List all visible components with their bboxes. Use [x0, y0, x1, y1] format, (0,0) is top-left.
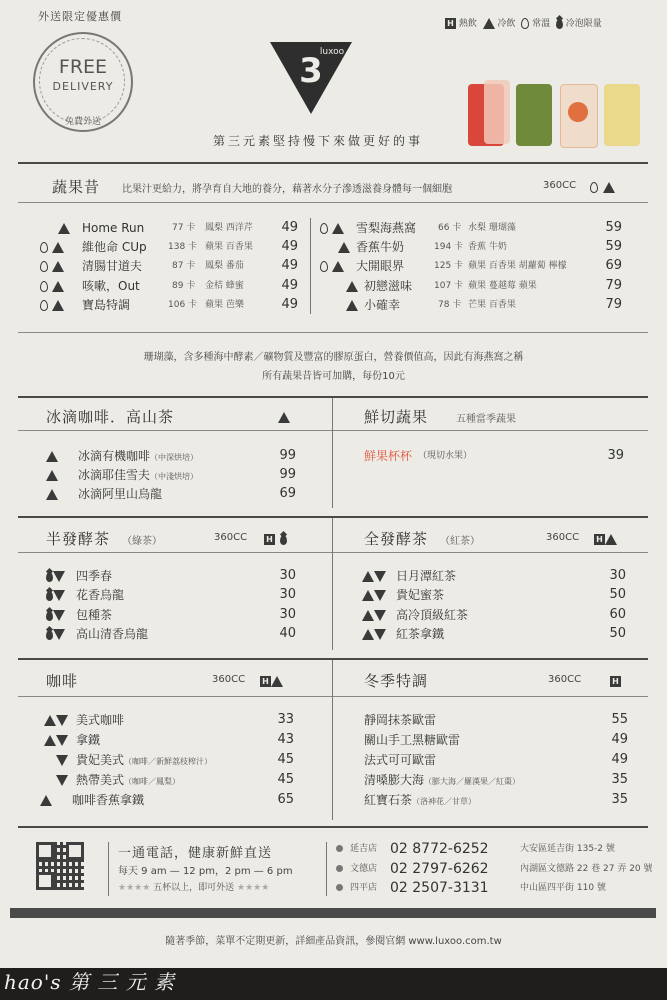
item-price: 99 — [279, 448, 296, 463]
cold-icon — [362, 610, 374, 621]
list-item — [0, 606, 667, 624]
item-price: 45 — [277, 772, 294, 787]
star-decoration: ★★★★ — [237, 883, 270, 893]
item-name: 維他命 CUp — [82, 240, 147, 254]
list-item — [0, 751, 667, 769]
item-kcal: 107 卡 — [434, 281, 464, 291]
item-ingredients: 鳳梨 西洋芹 — [205, 223, 253, 233]
list-item — [0, 238, 667, 256]
smoothie-title: 蔬果昔 — [52, 178, 101, 196]
item-note: （膨大海／羅漢果／紅棗） — [424, 777, 521, 786]
item-price: 60 — [609, 607, 626, 622]
item-name: 拿鐵 — [76, 733, 101, 747]
watermark: hao's 第 三 元 素 — [4, 970, 176, 994]
item-name: 紅寶石茶 — [364, 793, 413, 807]
item-price: 35 — [611, 792, 628, 807]
item-name: 初戀滋味 — [364, 279, 413, 293]
hot-icon: H — [264, 534, 275, 545]
item-note: （現切水果） — [418, 451, 473, 461]
hot-cold-icon — [374, 629, 386, 640]
store-phone: 02 2797-6262 — [390, 861, 489, 877]
item-price: 49 — [281, 220, 298, 235]
list-item — [0, 586, 667, 604]
item-price: 79 — [605, 278, 622, 293]
item-ingredients: 金桔 蜂蜜 — [205, 281, 244, 291]
smoothie-size: 360CC — [543, 180, 577, 191]
item-ingredients: 水梨 珊瑚藻 — [468, 223, 516, 233]
room-temp-icon — [521, 18, 529, 29]
cold-icon — [271, 676, 283, 687]
room-temp-icon — [590, 182, 598, 193]
cold-brew-limited-icon — [556, 19, 563, 29]
item-name: 冰滴有機咖啡 — [78, 449, 151, 463]
coldbrew-title: 冰滴咖啡．高山茶 — [46, 408, 175, 426]
black-icons — [594, 529, 617, 548]
store-row — [0, 840, 667, 858]
item-price: 33 — [277, 712, 294, 727]
store-phone: 02 2507-3131 — [390, 880, 489, 896]
list-item — [0, 466, 330, 484]
brand-logo — [266, 38, 356, 118]
item-price: 50 — [609, 626, 626, 641]
black-title: 全發酵茶 — [364, 530, 429, 548]
item-kcal: 194 卡 — [434, 242, 464, 252]
item-kcal: 138 卡 — [168, 242, 198, 252]
legend-cold-label: 冷飲 — [497, 19, 516, 29]
item-ingredients: 芒果 百香果 — [468, 300, 516, 310]
cold-icon — [332, 261, 344, 272]
item-name: 小確幸 — [364, 298, 401, 312]
delivery-label: DELIVERY — [52, 80, 114, 93]
bullet-icon — [336, 845, 343, 852]
item-kcal: 89 卡 — [172, 281, 196, 291]
winter-icons — [610, 671, 621, 690]
item-ingredients: 鳳梨 番茄 — [205, 261, 244, 271]
item-price: 49 — [281, 258, 298, 273]
item-price: 49 — [611, 732, 628, 747]
room-temp-icon — [320, 261, 328, 272]
green-sub: （綠茶） — [122, 536, 162, 547]
item-price: 30 — [279, 587, 296, 602]
item-name: 高冷頂級紅茶 — [396, 608, 469, 622]
item-name: 香蕉牛奶 — [356, 240, 405, 254]
green-size: 360CC — [214, 532, 248, 543]
item-price: 49 — [281, 278, 298, 293]
item-ingredients: 香蕉 牛奶 — [468, 242, 507, 252]
coffee-title: 咖啡 — [46, 672, 79, 690]
item-kcal: 78 卡 — [438, 300, 462, 310]
divider — [18, 430, 648, 431]
item-price: 55 — [611, 712, 628, 727]
bullet-icon — [336, 865, 343, 872]
cold-icon — [362, 590, 374, 601]
smoothie-note-1: 珊瑚藻，含多種海中酵素／礦物質及豐富的膠原蛋白，營養價值高，因此有海燕窩之稱 — [143, 352, 524, 363]
divider — [18, 396, 648, 398]
room-temp-icon — [320, 223, 328, 234]
item-name: 清嗓膨大海 — [364, 773, 425, 787]
store-row — [0, 860, 667, 878]
item-ingredients: 蘋果 芭樂 — [205, 300, 244, 310]
item-kcal: 125 卡 — [434, 261, 464, 271]
item-name: 美式咖啡 — [76, 713, 125, 727]
item-name: 紅茶拿鐵 — [396, 627, 445, 641]
divider — [18, 552, 648, 553]
store-address: 中山區四平街 110 號 — [520, 883, 606, 893]
green-title: 半發酵茶 — [46, 530, 111, 548]
bullet-icon — [336, 884, 343, 891]
fresh-sub: 五種當季蔬果 — [456, 414, 516, 425]
item-price: 40 — [279, 626, 296, 641]
item-name: 冰滴耶佳雪夫 — [78, 468, 151, 482]
list-item — [0, 277, 667, 295]
footer-call: 一通電話，健康新鮮直送 — [118, 846, 273, 861]
item-name: Home Run — [82, 221, 145, 235]
store-phone: 02 8772-6252 — [390, 841, 489, 857]
hot-icon: H — [594, 534, 605, 545]
divider — [18, 696, 648, 697]
item-price: 49 — [611, 752, 628, 767]
legend — [445, 16, 602, 29]
item-name: 寶島特調 — [82, 298, 131, 312]
list-item — [0, 771, 667, 789]
item-kcal: 87 卡 — [172, 261, 196, 271]
black-size: 360CC — [546, 532, 580, 543]
coffee-size: 360CC — [212, 674, 246, 685]
item-price: 59 — [605, 239, 622, 254]
hot-icon: H — [260, 676, 271, 687]
item-price: 59 — [605, 220, 622, 235]
item-name: 冰滴阿里山烏龍 — [78, 487, 163, 501]
item-kcal: 106 卡 — [168, 300, 198, 310]
star-decoration: ★★★★ — [118, 883, 151, 893]
free-label: FREE — [58, 56, 108, 78]
item-name: 鮮果杯杯 — [364, 449, 413, 463]
item-ingredients: 蘋果 蔓越莓 蘋果 — [468, 281, 537, 291]
divider — [18, 658, 648, 660]
item-name: 關山手工黑糖歐雷 — [364, 733, 461, 747]
divider — [18, 332, 648, 333]
promo-text: 外送限定優惠價 — [38, 10, 122, 23]
item-price: 30 — [609, 568, 626, 583]
hot-cold-icon — [374, 610, 386, 621]
cold-brew-limited-icon — [280, 535, 287, 545]
list-item — [0, 447, 667, 465]
item-price: 50 — [609, 587, 626, 602]
item-price: 99 — [279, 467, 296, 482]
item-ingredients: 蘋果 百香果 胡蘿蔔 檸檬 — [468, 261, 567, 271]
item-name: 雪梨海燕窩 — [356, 221, 417, 235]
cold-icon — [346, 281, 358, 292]
divider — [18, 202, 648, 203]
item-price: 39 — [607, 448, 624, 463]
item-note: （中淺烘培） — [150, 472, 199, 481]
store-name: 四平店 — [350, 883, 378, 893]
hot-cold-icon — [374, 590, 386, 601]
coffee-icons — [260, 671, 283, 690]
item-price: 49 — [281, 239, 298, 254]
list-item — [0, 731, 667, 749]
legend-hot-label: 熱飲 — [458, 19, 477, 29]
list-item — [0, 791, 667, 809]
cold-icon — [338, 242, 350, 253]
cold-icon — [46, 470, 58, 481]
legend-room-label: 常溫 — [532, 19, 551, 29]
list-item — [0, 296, 667, 314]
item-name: 熱帶美式 — [76, 773, 125, 787]
item-name: 四季春 — [76, 569, 113, 583]
winter-size: 360CC — [548, 674, 582, 685]
item-kcal: 77 卡 — [172, 223, 196, 233]
smoothie-icons — [590, 177, 615, 196]
footer-bar — [10, 908, 656, 918]
item-name: 咳嗽，Out — [82, 279, 140, 293]
item-name: 貴妃美式 — [76, 753, 125, 767]
item-name: 法式可可歐雷 — [364, 753, 437, 767]
cold-icon — [483, 18, 495, 29]
cold-icon — [278, 412, 290, 423]
cold-icon — [332, 223, 344, 234]
store-address: 大安區延吉街 135-2 號 — [520, 844, 615, 854]
smoothie-note-2: 所有蔬果昔皆可加購，每份10元 — [262, 371, 405, 382]
smoothie-desc: 比果汁更給力，將孕育自大地的養分，藉著水分子滲透滋養身體每一個細胞 — [122, 184, 452, 195]
cold-icon — [362, 571, 374, 582]
fresh-title: 鮮切蔬果 — [364, 408, 429, 426]
item-price: 79 — [605, 297, 622, 312]
footer-hours: 每天 9 am — 12 pm，2 pm — 6 pm — [118, 866, 293, 877]
item-note: （咖啡／鳳梨） — [124, 777, 181, 786]
store-address: 內湖區文德路 22 巷 27 弄 20 號 — [520, 864, 653, 874]
item-ingredients: 蘋果 百香果 — [205, 242, 253, 252]
list-item — [0, 567, 667, 585]
cold-icon — [46, 489, 58, 500]
item-price: 45 — [277, 752, 294, 767]
hot-icon: H — [610, 676, 621, 687]
cold-icon — [346, 300, 358, 311]
footer-min-text: 五杯以上，即可外送 — [153, 883, 235, 893]
item-name: 大開眼界 — [356, 259, 405, 273]
svg-text:3: 3 — [299, 51, 323, 91]
divider — [18, 516, 648, 518]
winter-title: 冬季特調 — [364, 672, 429, 690]
item-price: 69 — [279, 486, 296, 501]
item-name: 靜岡抹茶歐雷 — [364, 713, 437, 727]
item-name: 清腸甘道夫 — [82, 259, 143, 273]
item-price: 49 — [281, 297, 298, 312]
list-item — [0, 219, 667, 237]
item-name: 花香烏龍 — [76, 588, 125, 602]
item-price: 35 — [611, 772, 628, 787]
item-name: 咖啡香蕉拿鐵 — [72, 793, 145, 807]
list-item — [0, 257, 667, 275]
hot-icon: H — [445, 18, 456, 29]
store-name: 延吉店 — [350, 844, 378, 854]
item-price: 65 — [277, 792, 294, 807]
item-name: 包種茶 — [76, 608, 113, 622]
cold-icon — [605, 534, 617, 545]
legend-coldbrew-label: 冷泡限量 — [565, 19, 602, 29]
item-price: 43 — [277, 732, 294, 747]
free-cn-label: 免費外送 — [64, 117, 101, 127]
list-item — [0, 625, 667, 643]
black-sub: （紅茶） — [440, 536, 480, 547]
coldbrew-icons — [278, 407, 290, 426]
svg-text:luxoo: luxoo — [319, 47, 345, 57]
store-name: 文德店 — [350, 864, 378, 874]
item-note: （中深烘培） — [150, 453, 199, 462]
item-kcal: 66 卡 — [438, 223, 462, 233]
item-price: 30 — [279, 568, 296, 583]
item-note: （咖啡／新鮮荔枝榨汁） — [124, 757, 213, 766]
footer-bottom-note: 隨著季節，菜單不定期更新，詳細產品資訊，參閱官網 www.luxoo.com.tw — [165, 936, 502, 947]
divider — [18, 826, 648, 828]
hot-cold-icon — [374, 571, 386, 582]
item-name: 貴妃蜜茶 — [396, 588, 445, 602]
item-name: 高山清香烏龍 — [76, 627, 149, 641]
item-price: 30 — [279, 607, 296, 622]
slogan: 第三元素堅持慢下來做更好的事 — [212, 134, 423, 148]
divider — [18, 162, 648, 164]
item-name: 日月潭紅茶 — [396, 569, 457, 583]
store-row — [0, 879, 667, 897]
green-icons — [264, 529, 287, 548]
item-note: （洛神花／甘草） — [412, 797, 477, 806]
free-delivery-stamp — [33, 32, 133, 132]
cold-icon — [362, 629, 374, 640]
list-item — [0, 711, 667, 729]
item-price: 69 — [605, 258, 622, 273]
cold-icon — [603, 182, 615, 193]
list-item — [0, 485, 330, 503]
